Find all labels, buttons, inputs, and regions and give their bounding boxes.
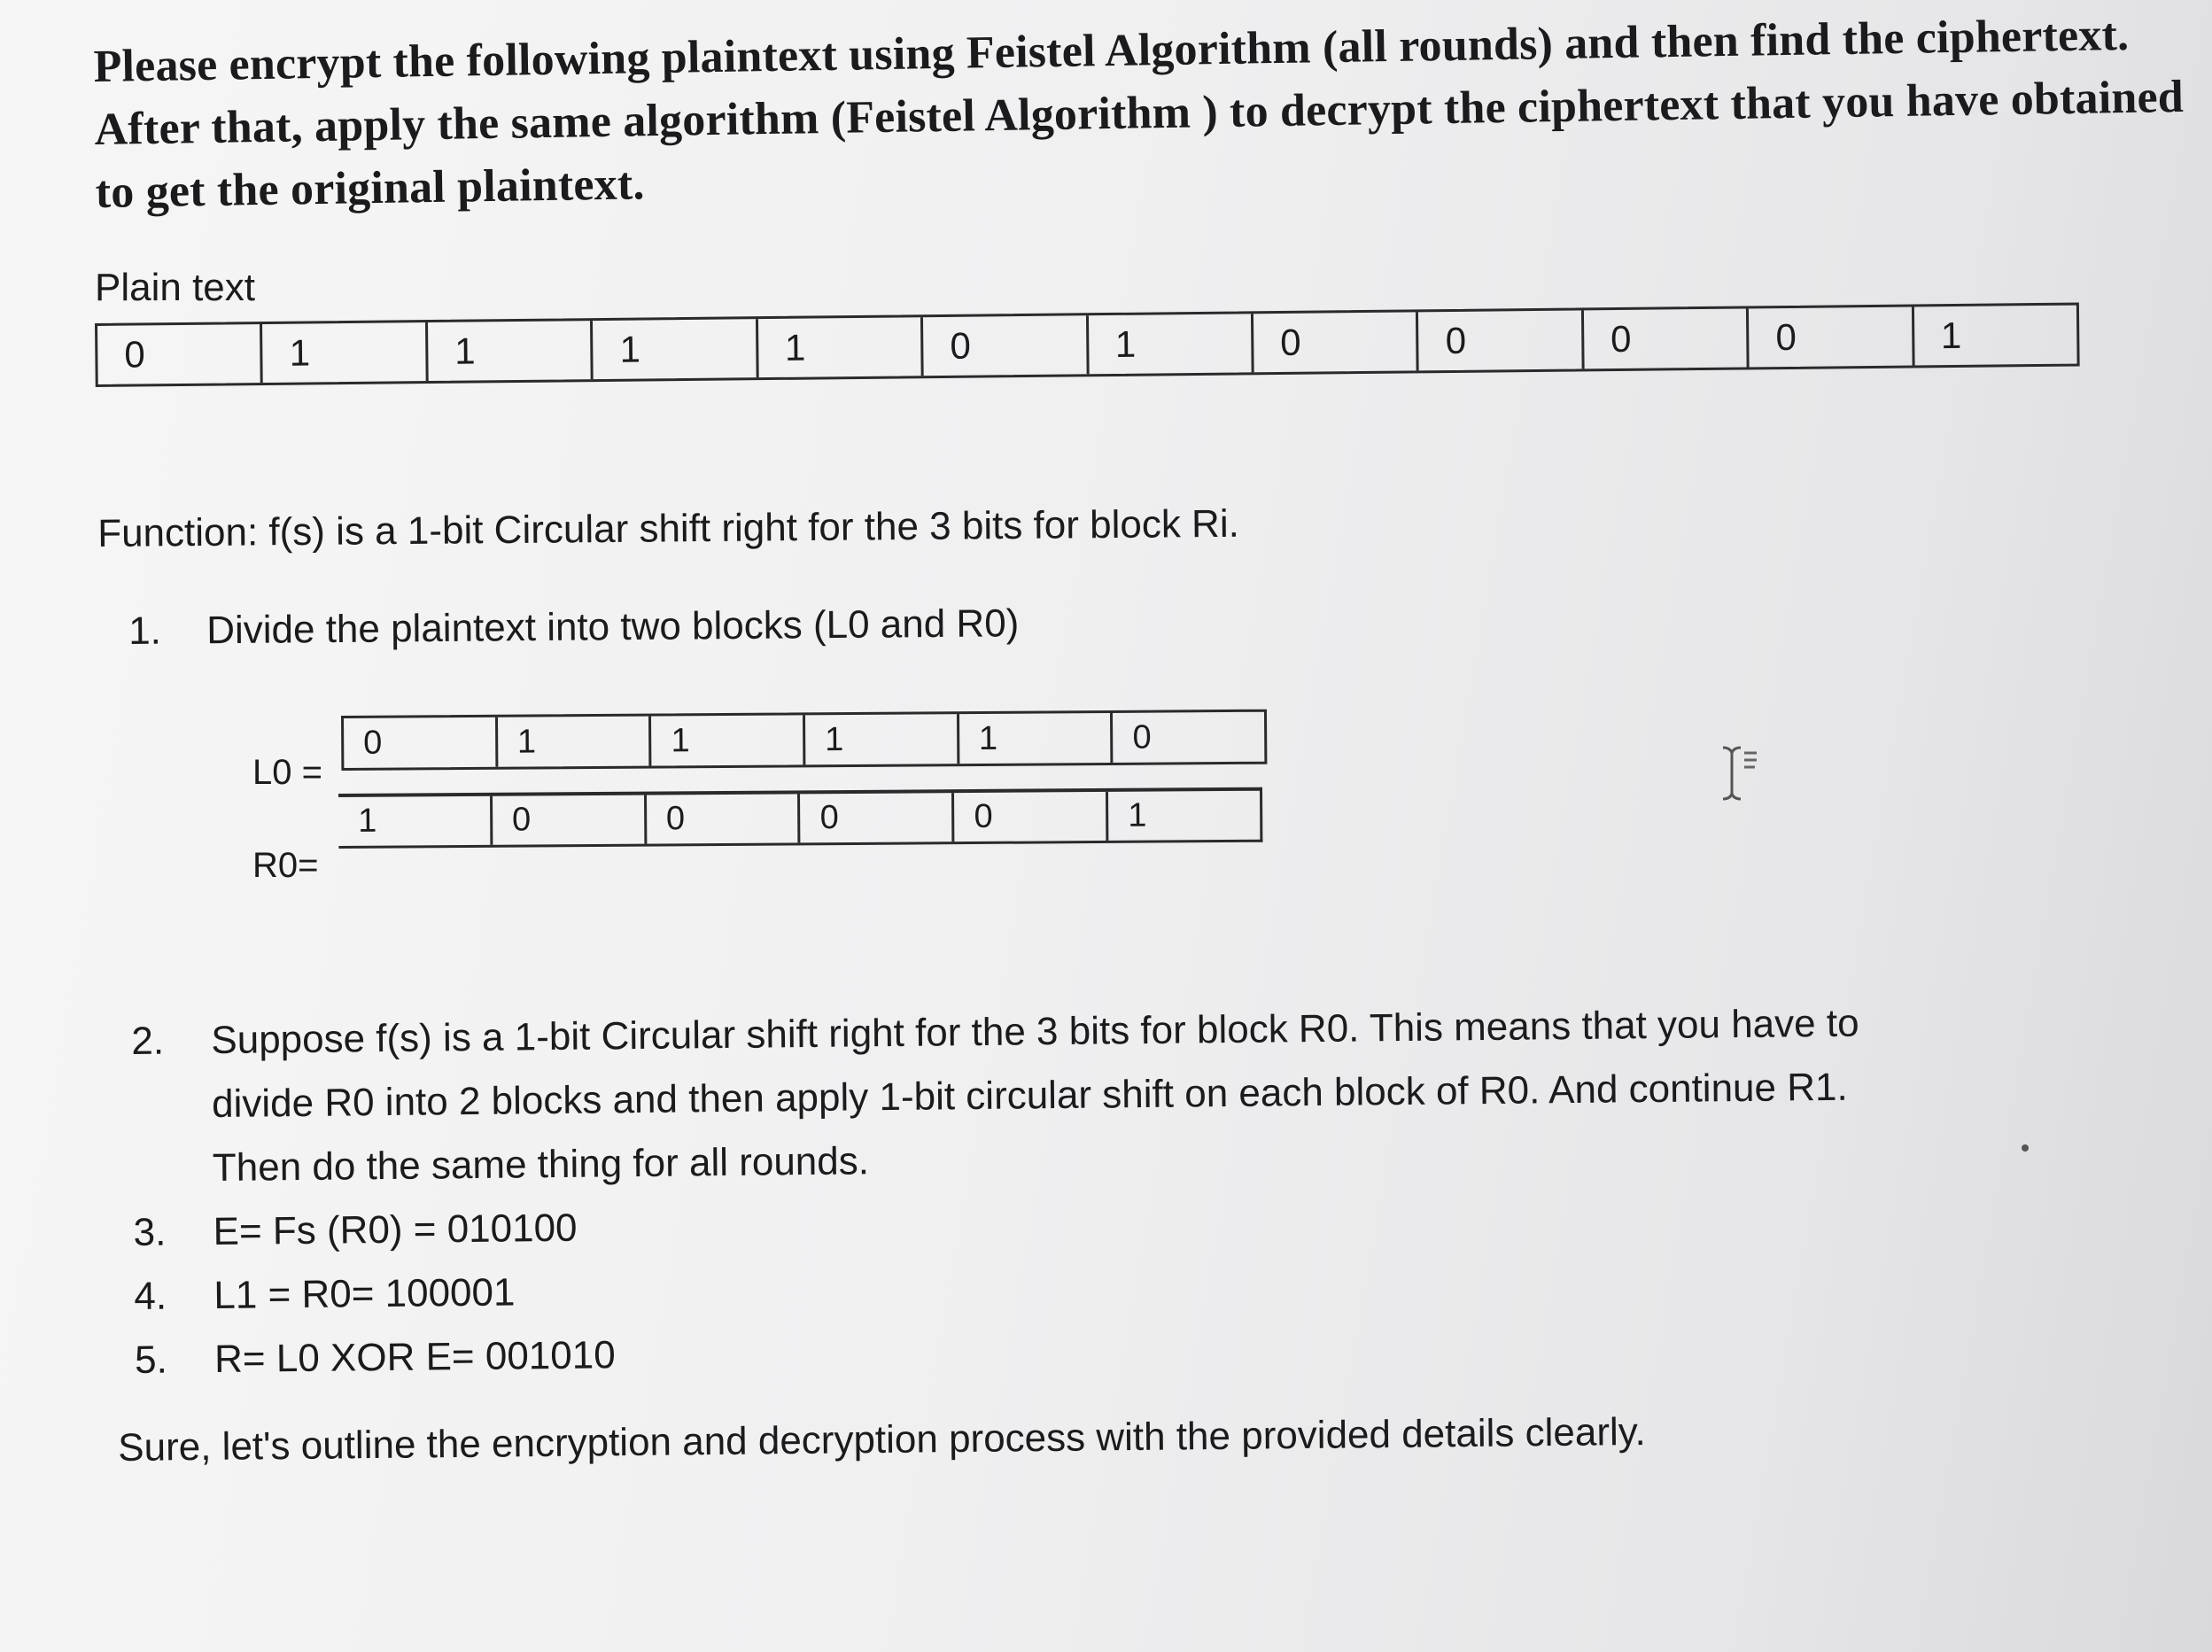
problem-statement [93, 4, 2185, 224]
l0-label: L0 = [252, 753, 322, 792]
step-1 [128, 601, 1020, 654]
plain-bit: 0 [97, 324, 263, 384]
step-1-text: Divide the plaintext into two blocks (L0 and R0) [206, 601, 1020, 653]
plain-bit: 1 [1089, 314, 1254, 374]
plain-bit: 0 [1749, 306, 1914, 367]
plain-bit: 1 [262, 322, 428, 383]
problem-line-2: After that, apply the same algorithm (Feistel Algorithm ) to decrypt the ciphertext that you have obtained [94, 71, 2185, 155]
step-5-text: R= L0 XOR E= 001010 [213, 1333, 616, 1382]
plain-text-bits [95, 303, 2080, 387]
problem-line-3: to get the original plaintext. [95, 159, 645, 218]
r0-bit: 1 [338, 796, 493, 846]
plain-text-label: Plain text [95, 266, 255, 309]
plain-bit: 1 [428, 321, 594, 381]
step-2-text-1: Suppose f(s) is a 1-bit Circular shift right for the 3 bits for block R0. This means that you have to [211, 1001, 1859, 1063]
plain-bit: 1 [593, 319, 758, 379]
step-4-number: 4. [134, 1274, 167, 1318]
step-2-text-2: divide R0 into 2 blocks and then apply 1-bit circular shift on each block of R0. And continue R1. [211, 1065, 1848, 1127]
r0-label: R0= [252, 846, 319, 885]
l0-bit: 0 [344, 717, 498, 768]
step-1-number: 1. [128, 609, 162, 653]
function-definition: Function: f(s) is a 1-bit Circular shift right for the 3 bits for block Ri. [97, 501, 1240, 555]
r0-bit: 1 [1128, 796, 1147, 834]
closing-sentence: Sure, let's outline the encryption and decryption process with the provided details clearly. [118, 1409, 1646, 1470]
problem-line-1: Please encrypt the following plaintext using Feistel Algorithm (all rounds) and then find the ciphertext. [93, 9, 2130, 92]
plain-bit: 0 [1584, 308, 1750, 368]
l0-bit: 1 [805, 714, 959, 764]
steps-list [131, 992, 1863, 1392]
l0-bit: 0 [1132, 718, 1152, 756]
plain-bit: 1 [758, 317, 924, 377]
plain-bit: 0 [1253, 312, 1419, 372]
r0-bit: 0 [493, 795, 647, 845]
l0-bit: 1 [959, 713, 1114, 764]
plain-bit: 0 [923, 315, 1089, 376]
r0-bit: 0 [800, 793, 954, 842]
step-3-text: E= Fs (R0) = 010100 [213, 1206, 578, 1254]
l0-bit: 1 [651, 715, 805, 765]
step-4-text: L1 = R0= 100001 [213, 1270, 516, 1318]
text-cursor-icon [1714, 742, 1767, 804]
r0-bit: 0 [954, 792, 1108, 842]
plain-bit: 0 [1418, 310, 1584, 370]
l0-bit: 1 [498, 717, 652, 767]
r0-bits [338, 787, 1262, 849]
l0-bits [341, 710, 1267, 771]
plain-bit: 1 [1940, 314, 1962, 357]
step-2-text-3: Then do the same thing for all rounds. [212, 1139, 870, 1191]
r0-bit: 0 [647, 794, 801, 843]
stray-dot [2022, 1144, 2029, 1152]
step-3-number: 3. [133, 1210, 167, 1254]
step-2-number: 2. [131, 1019, 165, 1063]
step-5-number: 5. [134, 1338, 168, 1382]
